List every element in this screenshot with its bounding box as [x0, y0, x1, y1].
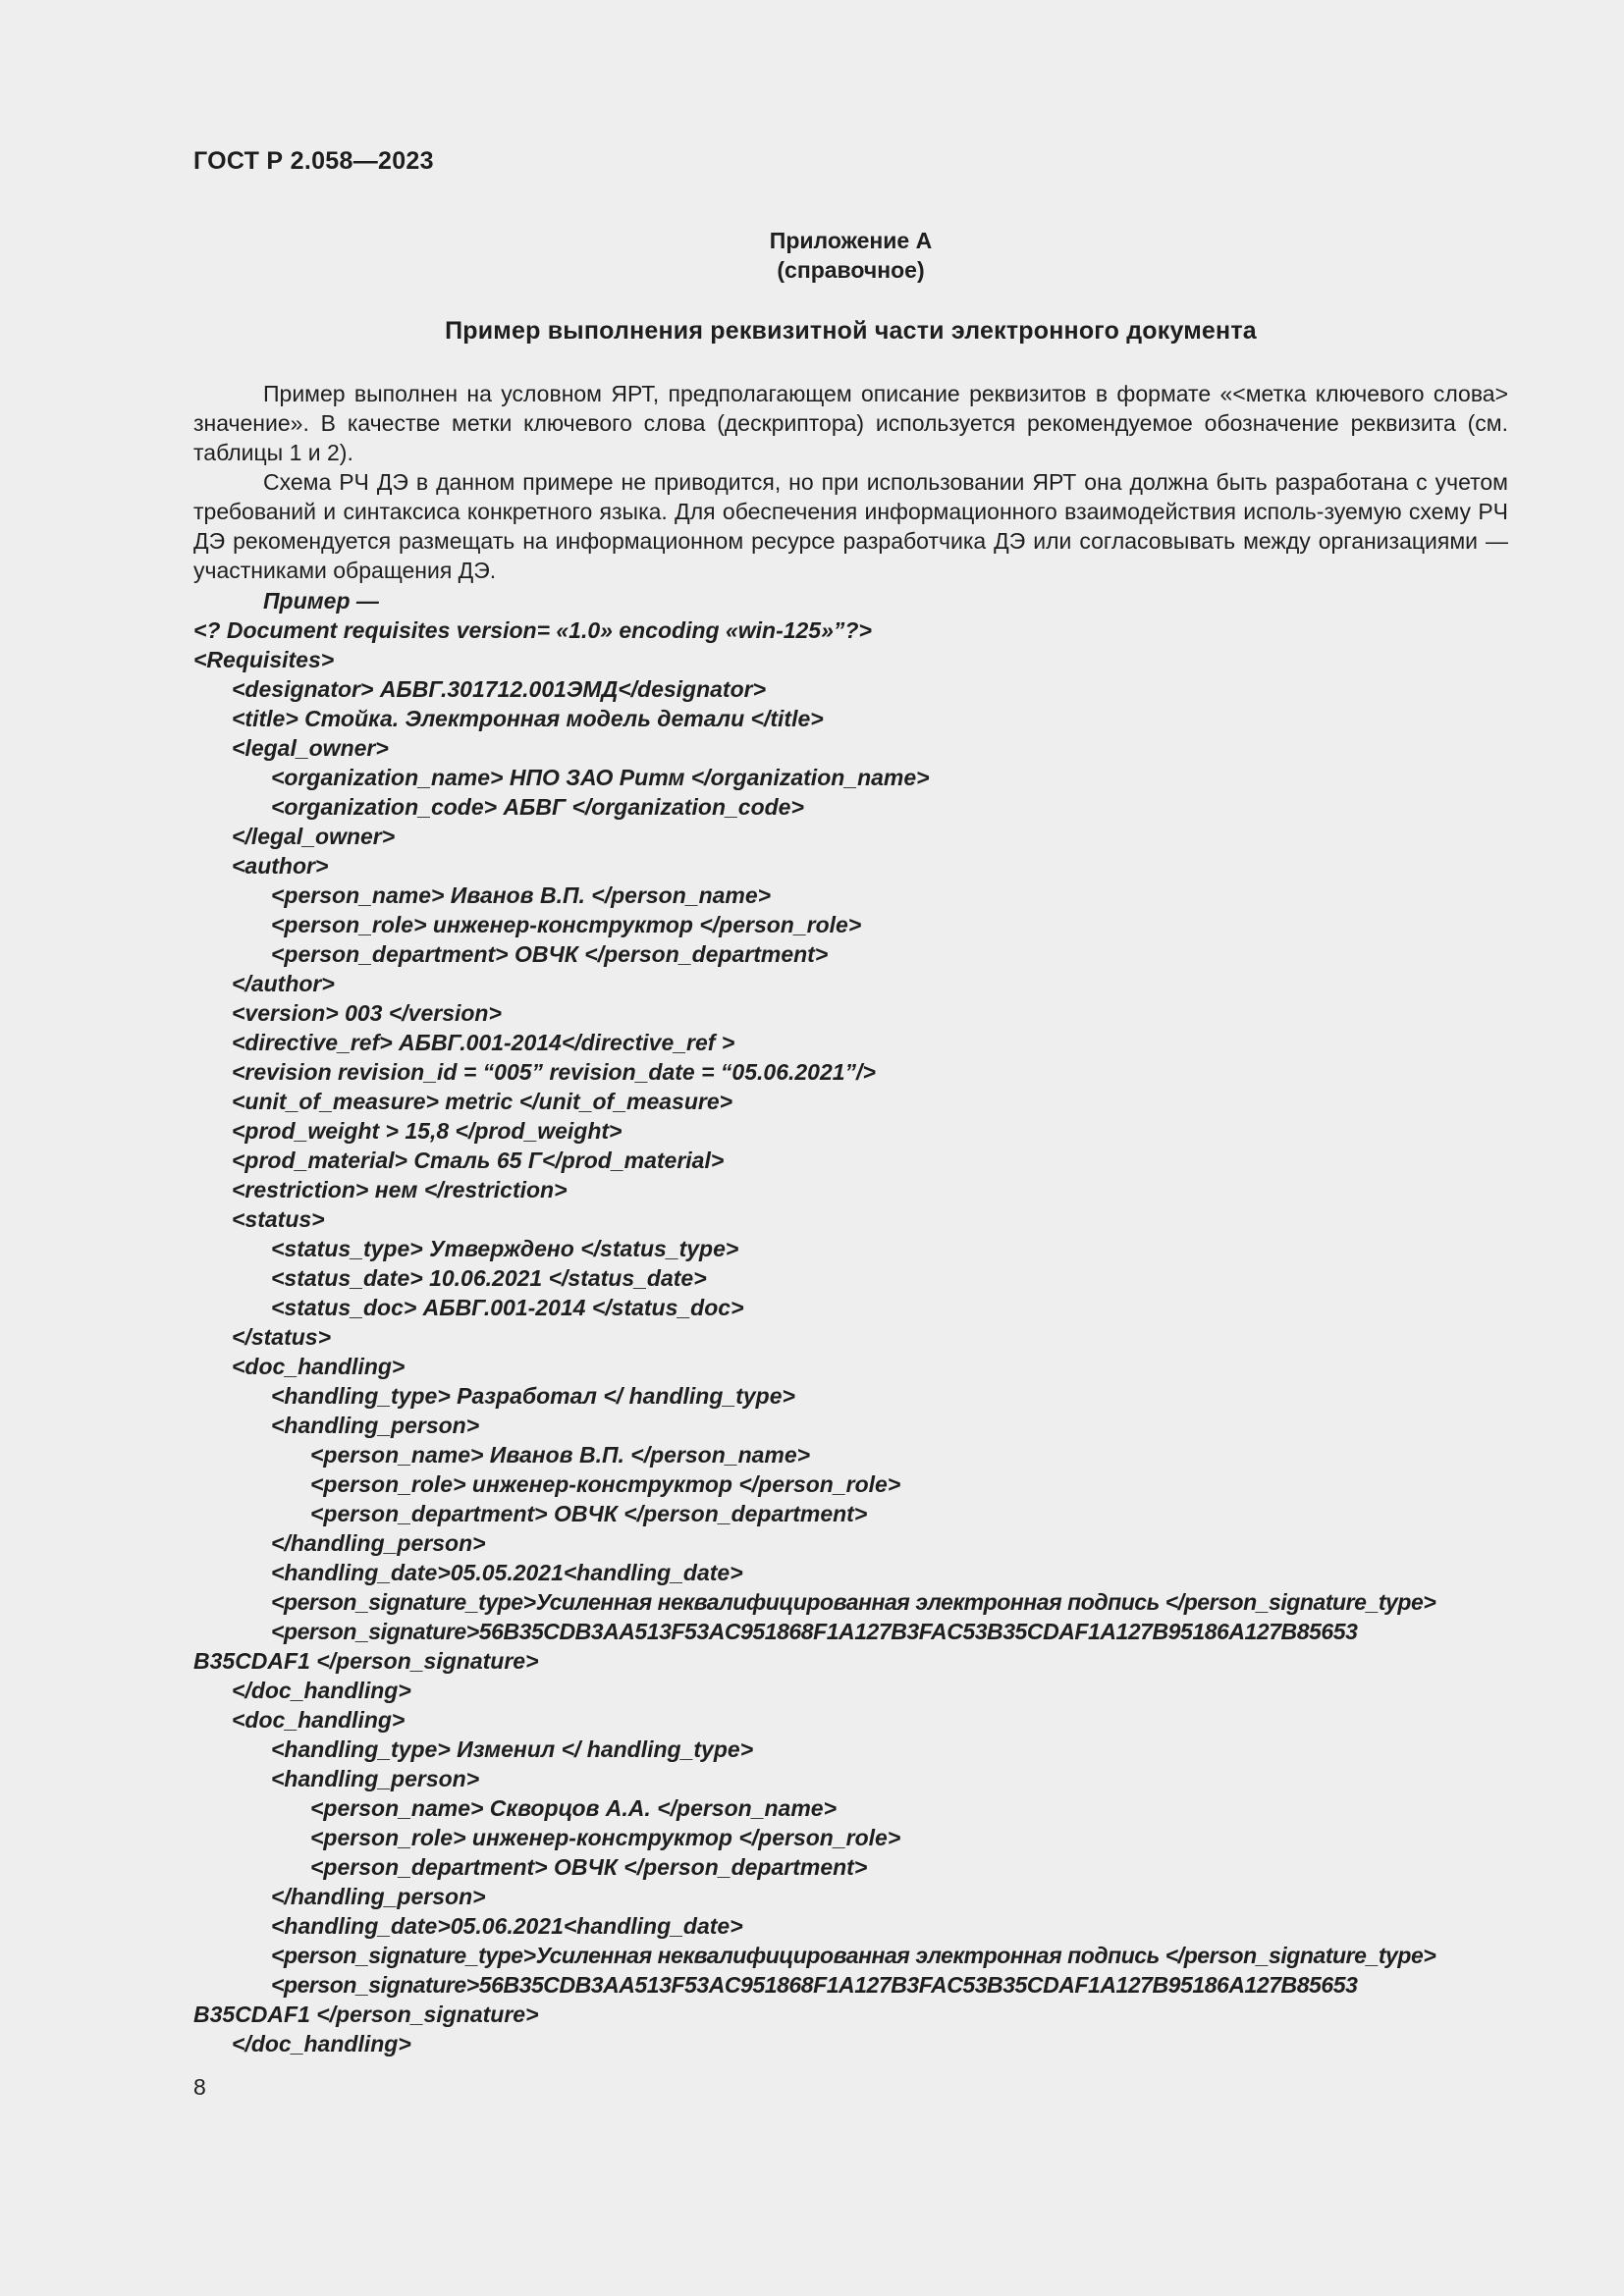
code-line: <Requisites>	[193, 647, 335, 672]
code-line: <version> 003 </version>	[232, 1000, 502, 1026]
code-line: <author>	[232, 853, 329, 879]
code-line: </handling_person>	[271, 1530, 486, 1556]
code-line: <prod_material> Сталь 65 Г</prod_material>	[232, 1148, 725, 1173]
code-line: <handling_type> Изменил </ handling_type>	[271, 1736, 754, 1762]
code-line: B35CDAF1 </person_signature>	[193, 2002, 539, 2027]
code-line: </doc_handling>	[232, 1678, 411, 1703]
code-line: <person_signature>56B35CDB3AA513F53AC951868F1A127B3FAC53B35CDAF1A127B95186A127B85653	[271, 1619, 1358, 1644]
code-line: <handling_person>	[271, 1766, 480, 1791]
code-line: <handling_person>	[271, 1413, 480, 1438]
paragraph: Пример выполнен на условном ЯРТ, предполагающем описание реквизитов в формате «<метка ключевого слова> значение». В качестве метки ключевого слова (дескриптора) используется рекомендуемое обозначение реквизита (см. таблицы 1 и 2).	[193, 381, 1508, 465]
code-line: <person_name> Скворцов А.А. </person_name>	[310, 1795, 838, 1821]
code-line: <prod_weight > 15,8 </prod_weight>	[232, 1118, 623, 1144]
code-line: <person_role> инженер-конструктор </person_role>	[310, 1825, 901, 1850]
code-line: <person_signature_type>Усиленная неквалифицированная электронная подпись </person_signature_type>	[271, 1943, 1436, 1968]
section-title: Пример выполнения реквизитной части электронного документа	[445, 317, 1257, 345]
code-line: <person_signature_type>Усиленная неквалифицированная электронная подпись </person_signature_type>	[271, 1589, 1436, 1615]
code-line: <title> Стойка. Электронная модель детали </title>	[232, 706, 824, 731]
code-line: <handling_date>05.06.2021<handling_date>	[271, 1913, 743, 1939]
code-line: <organization_code> АБВГ </organization_code>	[271, 794, 804, 820]
code-line: <doc_handling>	[232, 1707, 406, 1733]
code-line: <organization_name> НПО ЗАО Ритм </organization_name>	[271, 765, 930, 790]
code-line: <revision revision_id = “005” revision_date = “05.06.2021”/>	[232, 1059, 876, 1085]
paragraph: Схема РЧ ДЭ в данном примере не приводится, но при использовании ЯРТ она должна быть разработана с учетом требований и синтаксиса конкретного языка. Для обеспечения информационного взаимодействия исполь-зуемую схему РЧ ДЭ рекомендуется размещать на информационном ресурсе разработчика ДЭ или согласовывать между организациями — участниками обращения ДЭ.	[193, 469, 1508, 583]
code-line: <person_name> Иванов В.П. </person_name>	[310, 1442, 811, 1468]
body-text	[193, 379, 1508, 585]
code-line: <unit_of_measure> metric </unit_of_measure>	[232, 1089, 733, 1114]
code-line: <person_role> инженер-конструктор </person_role>	[310, 1471, 901, 1497]
code-line: </status>	[232, 1324, 331, 1350]
code-line: <status_type> Утверждено </status_type>	[271, 1236, 739, 1261]
code-line: <handling_date>05.05.2021<handling_date>	[271, 1560, 743, 1585]
code-line: </doc_handling>	[232, 2031, 411, 2056]
code-line: <person_department> ОВЧК </person_department>	[271, 941, 829, 967]
code-line: <designator> АБВГ.301712.001ЭМД</designator>	[232, 676, 767, 702]
code-line: </handling_person>	[271, 1884, 486, 1909]
code-line: </author>	[232, 971, 335, 996]
code-line: B35CDAF1 </person_signature>	[193, 1648, 539, 1674]
code-line: <status_date> 10.06.2021 </status_date>	[271, 1265, 707, 1291]
code-line: <legal_owner>	[232, 735, 389, 761]
code-line: <status_doc> АБВГ.001-2014 </status_doc>	[271, 1295, 744, 1320]
standard-designation: ГОСТ Р 2.058—2023	[193, 147, 434, 175]
code-line: <person_name> Иванов В.П. </person_name>	[271, 882, 772, 908]
code-line: <restriction> нем </restriction>	[232, 1177, 568, 1202]
code-line: <person_signature>56B35CDB3AA513F53AC951868F1A127B3FAC53B35CDAF1A127B95186A127B85653	[271, 1972, 1358, 1998]
code-line: <person_department> ОВЧК </person_department>	[310, 1854, 868, 1880]
code-line: <person_role> инженер-конструктор </person_role>	[271, 912, 862, 937]
code-line: <directive_ref> АБВГ.001-2014</directive_ref >	[232, 1030, 735, 1055]
appendix-subtitle: (справочное)	[777, 257, 925, 283]
appendix-title: Приложение А	[769, 228, 933, 253]
code-line: <person_department> ОВЧК </person_department>	[310, 1501, 868, 1526]
example-label: Пример —	[263, 588, 379, 614]
code-line: </legal_owner>	[232, 824, 396, 849]
code-line: <status>	[232, 1206, 325, 1232]
code-line: <doc_handling>	[232, 1354, 406, 1379]
page-number: 8	[193, 2074, 206, 2100]
code-line: <? Document requisites version= «1.0» encoding «win-125»”?>	[193, 617, 872, 643]
code-line: <handling_type> Разработал </ handling_type>	[271, 1383, 795, 1409]
code-example	[193, 586, 1508, 2058]
